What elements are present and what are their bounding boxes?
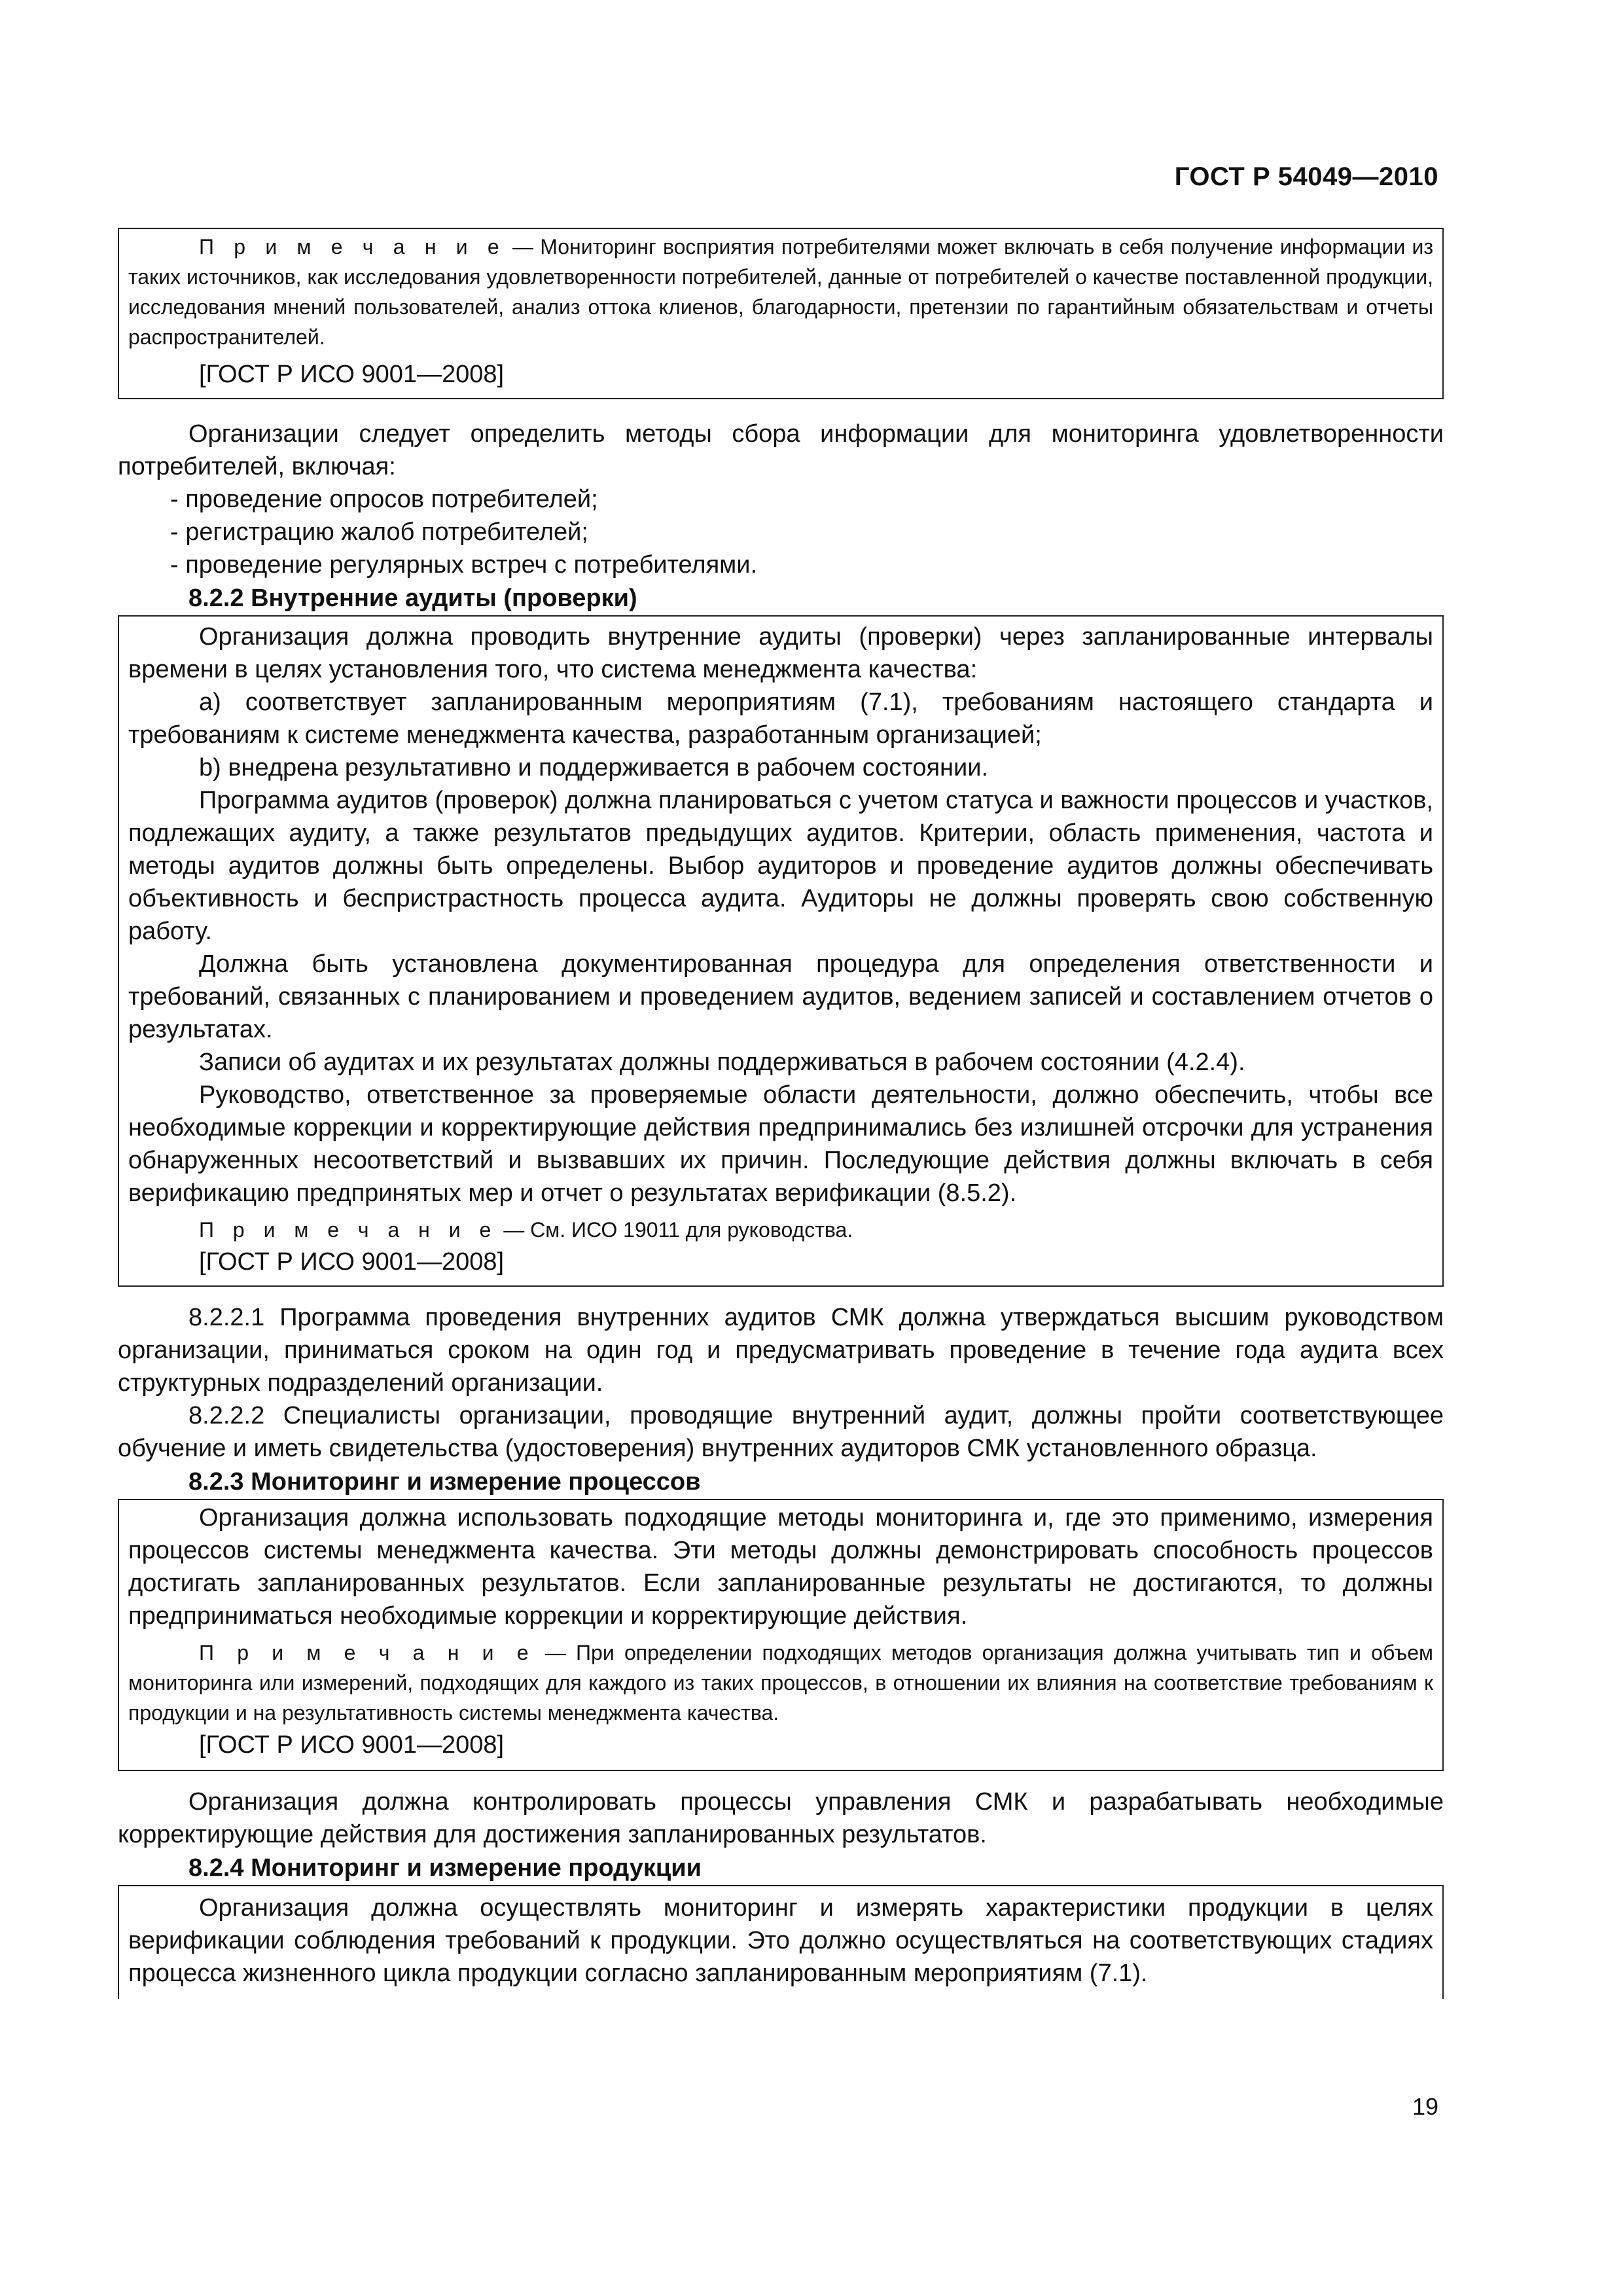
paragraph: Программа аудитов (проверок) должна планироваться с учетом статуса и важности процессов и участков, подлежащих аудиту, а также результатов предыдущих аудитов. Критерии, область применения, частота и методы аудитов должны быть определены. Выбор аудиторов и проведение аудитов должны обеспечивать объективность и беспристрастность процесса аудита. Аудиторы не должны проверять свою собственную работу. xyxy=(128,787,1433,945)
paragraph: Организация должна проводить внутренние аудиты (проверки) через запланированные интервалы времени в целях установления того, что система менеджмента качества: xyxy=(128,623,1433,683)
page-header-standard: ГОСТ Р 54049—2010 xyxy=(1174,162,1438,191)
quote-box-customer-perception xyxy=(118,228,1444,399)
paragraph-satisfaction-methods: Организации следует определить методы сбора информации для мониторинга удовлетворенности потребителей, включая: xyxy=(118,420,1444,480)
paragraph: Руководство, ответственное за проверяемые области деятельности, должно обеспечить, чтобы все необходимые коррекции и корректирующие действия предпринимались без излишней отсрочки для устранения обнаруженных несоответствий и вызвавших их причин. Последующие действия должны включать в себя верификацию предпринятых мер и отчет о результатах верификации (8.5.2). xyxy=(128,1081,1433,1207)
note-paragraph xyxy=(128,1215,1433,1245)
list-item-surveys: - проведение опросов потребителей; xyxy=(170,486,598,513)
source-reference: [ГОСТ Р ИСО 9001—2008] xyxy=(199,361,505,388)
note-paragraph xyxy=(128,1638,1433,1728)
quote-box-internal-audits xyxy=(118,615,1444,1287)
list-item-meetings: - проведение регулярных встреч с потребителями. xyxy=(170,551,758,579)
paragraph: Организация должна использовать подходящие методы мониторинга и, где это применимо, измерения процессов системы менеджмента качества. Эти методы должны демонстрировать способность процессов достигать запланированных результатов. Если запланированные результаты не достигаются, то должны предприниматься необходимые коррекции и корректирующие действия. xyxy=(128,1504,1433,1630)
list-item-a: a) соответствует запланированным мероприятиям (7.1), требованиям настоящего стандарта и требованиям к системе менеджмента качества, разработанным организацией; xyxy=(128,689,1433,749)
source-reference: [ГОСТ Р ИСО 9001—2008] xyxy=(199,1248,505,1276)
paragraph: Должна быть установлена документированная процедура для определения ответственности и требований, связанных с планированием и проведением аудитов, ведением записей и составлением отчетов о результатах. xyxy=(128,950,1433,1043)
note-text: — Мониторинг восприятия потребителями может включать в себя получение информации из таких источников, как исследования удовлетворенности потребителей, данные от потребителей о качестве поставленной продукции, исследования мнений пользователей, анализ оттока клиенов, благодарности, претензии по гарантийным обязательствам и отчеты распространителей. xyxy=(128,235,1434,349)
note-label: П р и м е ч а н и е xyxy=(199,235,506,259)
list-item-complaints: - регистрацию жалоб потребителей; xyxy=(170,518,588,546)
section-heading-8-2-4: 8.2.4 Мониторинг и измерение продукции xyxy=(188,1854,702,1882)
paragraph-8-2-2-2: 8.2.2.2 Специалисты организации, проводящие внутренний аудит, должны пройти соответствующее обучение и иметь свидетельства (удостоверения) внутренних аудиторов СМК установленного образца. xyxy=(118,1402,1444,1462)
paragraph-8-2-2-1: 8.2.2.1 Программа проведения внутренних аудитов СМК должна утверждаться высшим руководством организации, приниматься сроком на один год и предусматривать проведение в течение года аудита всех структурных подразделений организации. xyxy=(118,1304,1444,1397)
page-number: 19 xyxy=(1412,2093,1438,2120)
note-text: — При определении подходящих методов организация должна учитывать тип и объем мониторинга или измерений, подходящих для каждого из таких процессов, в отношении их влияния на соответствие требованиям к продукции и на результативность системы менеджмента качества. xyxy=(128,1641,1434,1725)
paragraph: Организация должна осуществлять мониторинг и измерять характеристики продукции в целях верификации соблюдения требований к продукции. Это должно осуществляться на соответствующих стадиях процесса жизненного цикла продукции согласно запланированным мероприятиям (7.1). xyxy=(128,1894,1433,1987)
list-item-b: b) внедрена результативно и поддерживается в рабочем состоянии. xyxy=(199,754,989,781)
quote-box-process-monitoring xyxy=(118,1499,1444,1771)
page-content xyxy=(118,228,1444,1999)
source-reference: [ГОСТ Р ИСО 9001—2008] xyxy=(199,1731,505,1759)
note-text: — См. ИСО 19011 для руководства. xyxy=(497,1218,853,1242)
note-paragraph xyxy=(128,232,1433,352)
note-label: П р и м е ч а н и е xyxy=(199,1641,535,1664)
section-heading-8-2-3: 8.2.3 Мониторинг и измерение процессов xyxy=(188,1468,701,1496)
paragraph: Записи об аудитах и их результатах должны поддерживаться в рабочем состоянии (4.2.4). xyxy=(199,1049,1245,1076)
note-label: П р и м е ч а н и е xyxy=(199,1218,498,1242)
paragraph-process-control: Организация должна контролировать процессы управления СМК и разрабатывать необходимые корректирующие действия для достижения запланированных результатов. xyxy=(118,1788,1444,1848)
section-heading-8-2-2: 8.2.2 Внутренние аудиты (проверки) xyxy=(188,584,637,612)
quote-box-product-monitoring xyxy=(118,1885,1444,1999)
